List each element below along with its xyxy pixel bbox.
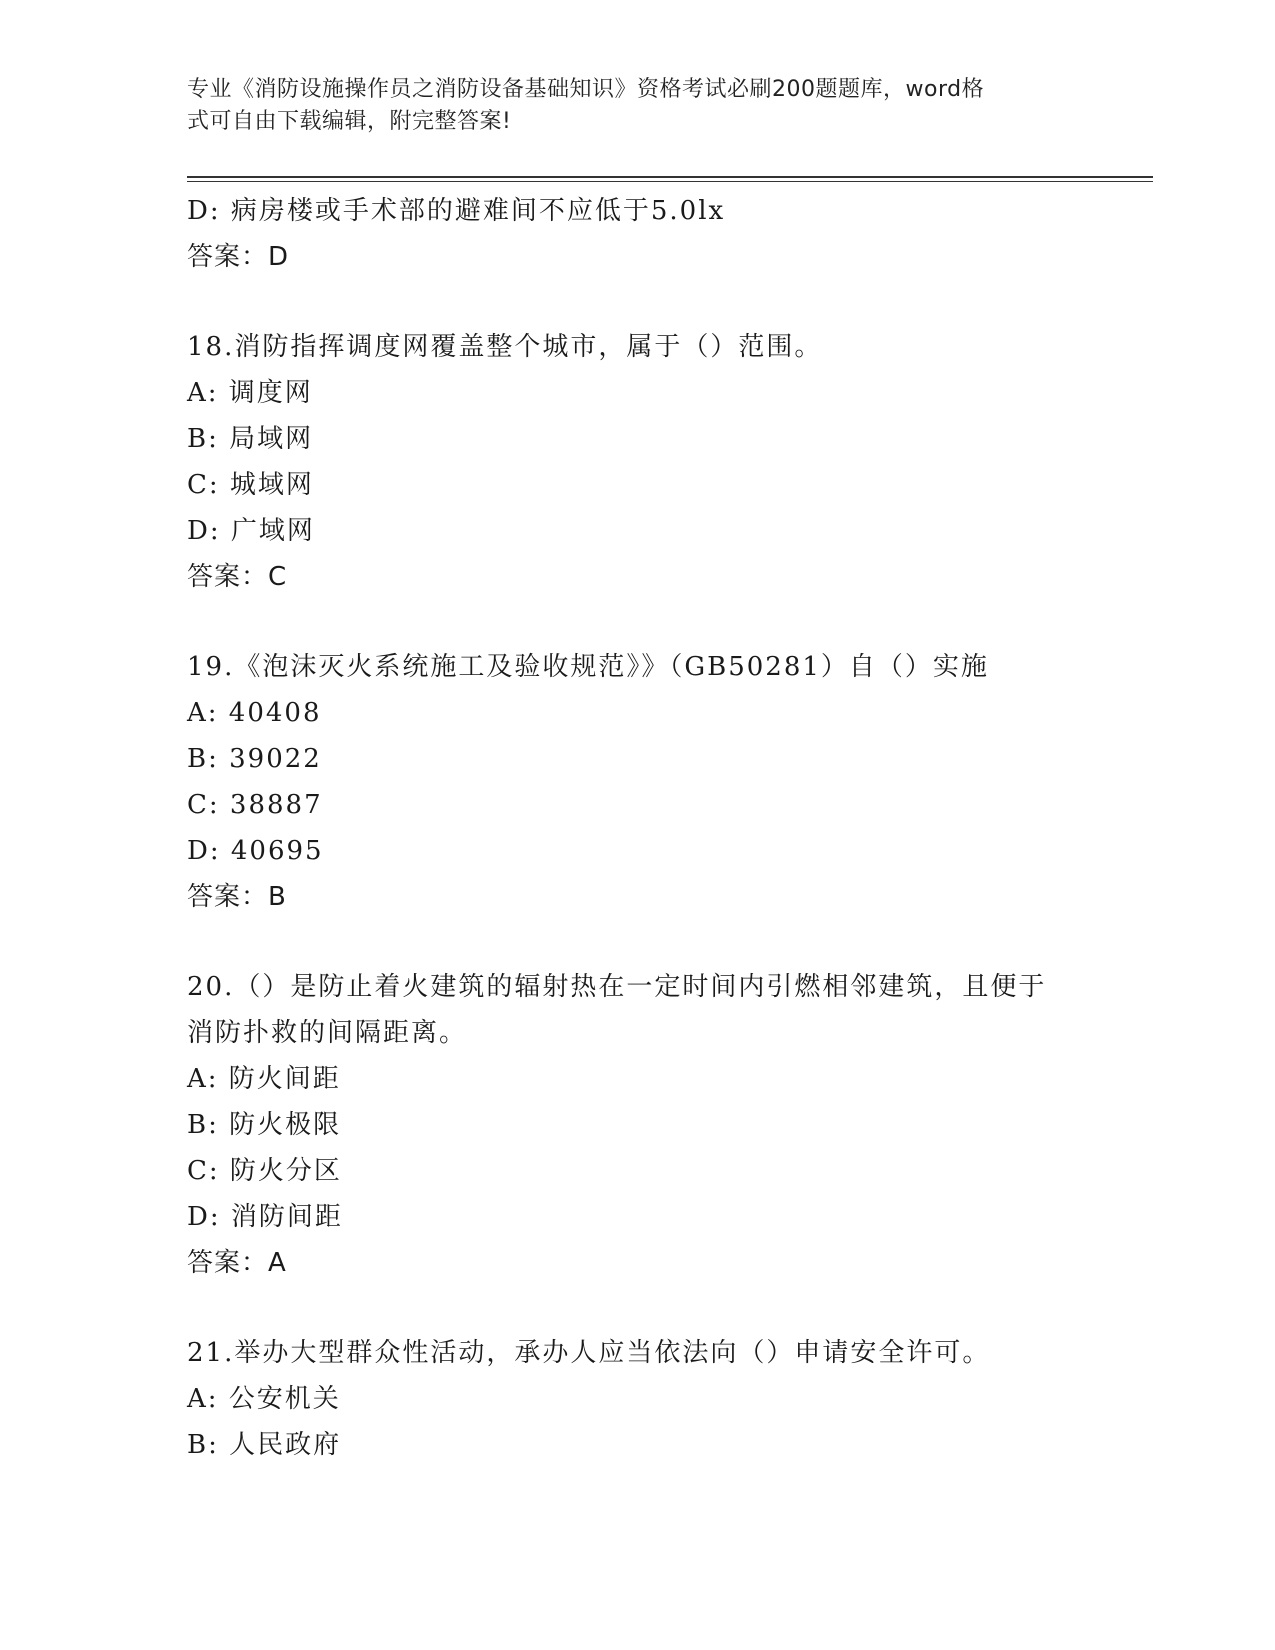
option-b: B: 局域网 [187, 424, 314, 454]
question-18 [187, 324, 1147, 600]
header-divider-thin [187, 181, 1153, 182]
header-divider [187, 176, 1153, 178]
question-stem: 18.消防指挥调度网覆盖整个城市，属于（）范围。 [187, 332, 823, 362]
answer: 答案：D [187, 242, 290, 272]
document-header-note [187, 74, 1067, 138]
option-b: B: 39022 [187, 744, 322, 774]
header-note-line-2: 式可自由下载编辑，附完整答案! [187, 109, 512, 134]
question-stem-line-2: 消防扑救的间隔距离。 [187, 1018, 468, 1048]
question-stem: 21.举办大型群众性活动，承办人应当依法向（）申请安全许可。 [187, 1338, 991, 1368]
answer: 答案：A [187, 1248, 287, 1278]
question-stem: 19.《泡沫灭火系统施工及验收规范》》（GB50281）自（）实施 [187, 652, 989, 682]
option-a: A: 防火间距 [187, 1064, 341, 1094]
header-note-line-1: 专业《消防设施操作员之消防设备基础知识》资格考试必刷200题题库，word格 [187, 77, 985, 102]
question-21 [187, 1330, 1147, 1468]
question-20 [187, 964, 1147, 1286]
option-a: A: 40408 [187, 698, 322, 728]
option-a: A: 公安机关 [187, 1384, 341, 1414]
option-c: C: 防火分区 [187, 1156, 342, 1186]
question-stem-line-1: 20.（）是防止着火建筑的辐射热在一定时间内引燃相邻建筑，且便于 [187, 972, 1047, 1002]
question-19 [187, 644, 1147, 920]
option-d: D: 病房楼或手术部的避难间不应低于5.0lx [187, 196, 726, 226]
option-b: B: 人民政府 [187, 1430, 342, 1460]
question-17-tail [187, 188, 1147, 280]
option-d: D: 广域网 [187, 516, 315, 546]
option-b: B: 防火极限 [187, 1110, 342, 1140]
option-a: A: 调度网 [187, 378, 313, 408]
answer: 答案：B [187, 882, 287, 912]
option-c: C: 38887 [187, 790, 323, 820]
question-list [187, 188, 1147, 1468]
option-c: C: 城域网 [187, 470, 314, 500]
option-d: D: 消防间距 [187, 1202, 343, 1232]
answer: 答案：C [187, 562, 288, 592]
option-d: D: 40695 [187, 836, 324, 866]
